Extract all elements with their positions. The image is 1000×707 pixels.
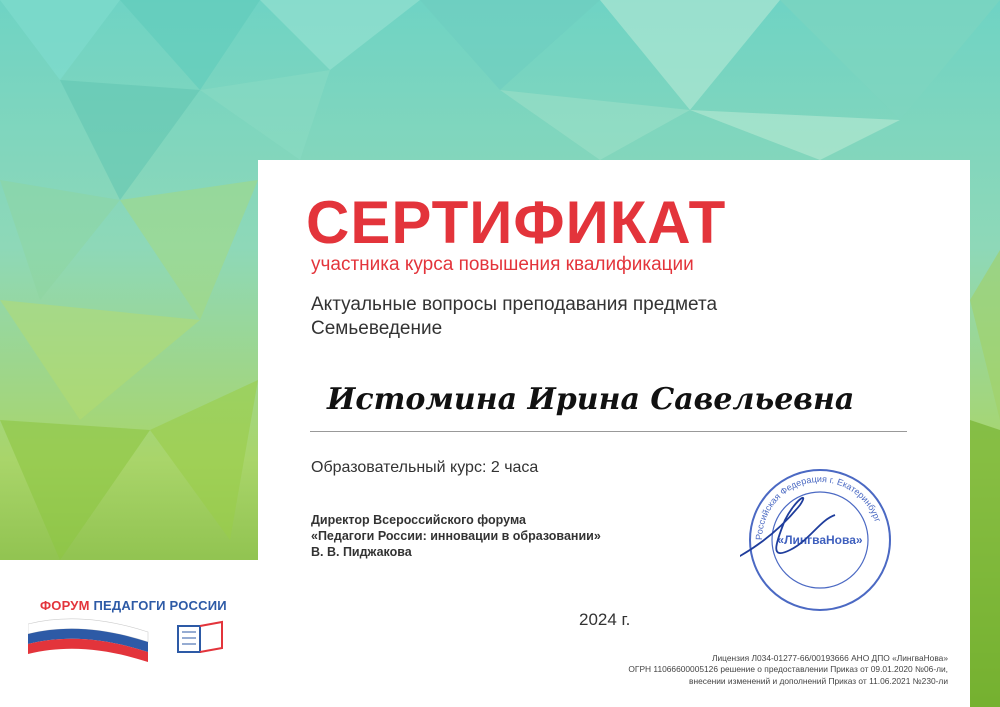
stamp-ring-text: Российская Федерация г. Екатеринбург <box>753 473 883 541</box>
director-name: В. В. Пиджакова <box>311 545 412 559</box>
license-line2: ОГРН 11066600005126 решение о предоставлении Приказ от 09.01.2020 №06-ли, <box>628 664 948 675</box>
course-duration: Образовательный курс: 2 часа <box>311 459 539 476</box>
certificate-year: 2024 г. <box>579 610 631 629</box>
course-name <box>311 293 831 342</box>
certificate-title: СЕРТИФИКАТ <box>306 189 727 256</box>
stamp-center-text: «ЛингваНова» <box>777 533 863 547</box>
recipient-underline <box>310 431 907 432</box>
course-name-line2: Семьеведение <box>311 318 443 340</box>
recipient-name: Истомина Ирина Савельевна <box>327 382 855 417</box>
logo-word2: ПЕДАГОГИ РОССИИ <box>93 598 227 613</box>
forum-logo-text <box>40 598 227 613</box>
director-title: Директор Всероссийского форума <box>311 513 526 527</box>
certificate-subtitle: участника курса повышения квалификации <box>311 254 694 275</box>
license-line3: внесении изменений и дополнений Приказ от 11.06.2021 №230-ли <box>689 675 948 686</box>
director-forum: «Педагоги России: инновации в образовании» <box>311 529 601 543</box>
license-line1: Лицензия Л034-01277-66/00193666 АНО ДПО «ЛингваНова» <box>711 653 948 663</box>
license-info <box>628 653 948 687</box>
course-name-line1: Актуальные вопросы преподавания предмета <box>311 294 718 315</box>
director-block <box>311 512 601 560</box>
logo-word1: ФОРУМ <box>40 598 90 613</box>
seal-stamp <box>740 460 900 620</box>
